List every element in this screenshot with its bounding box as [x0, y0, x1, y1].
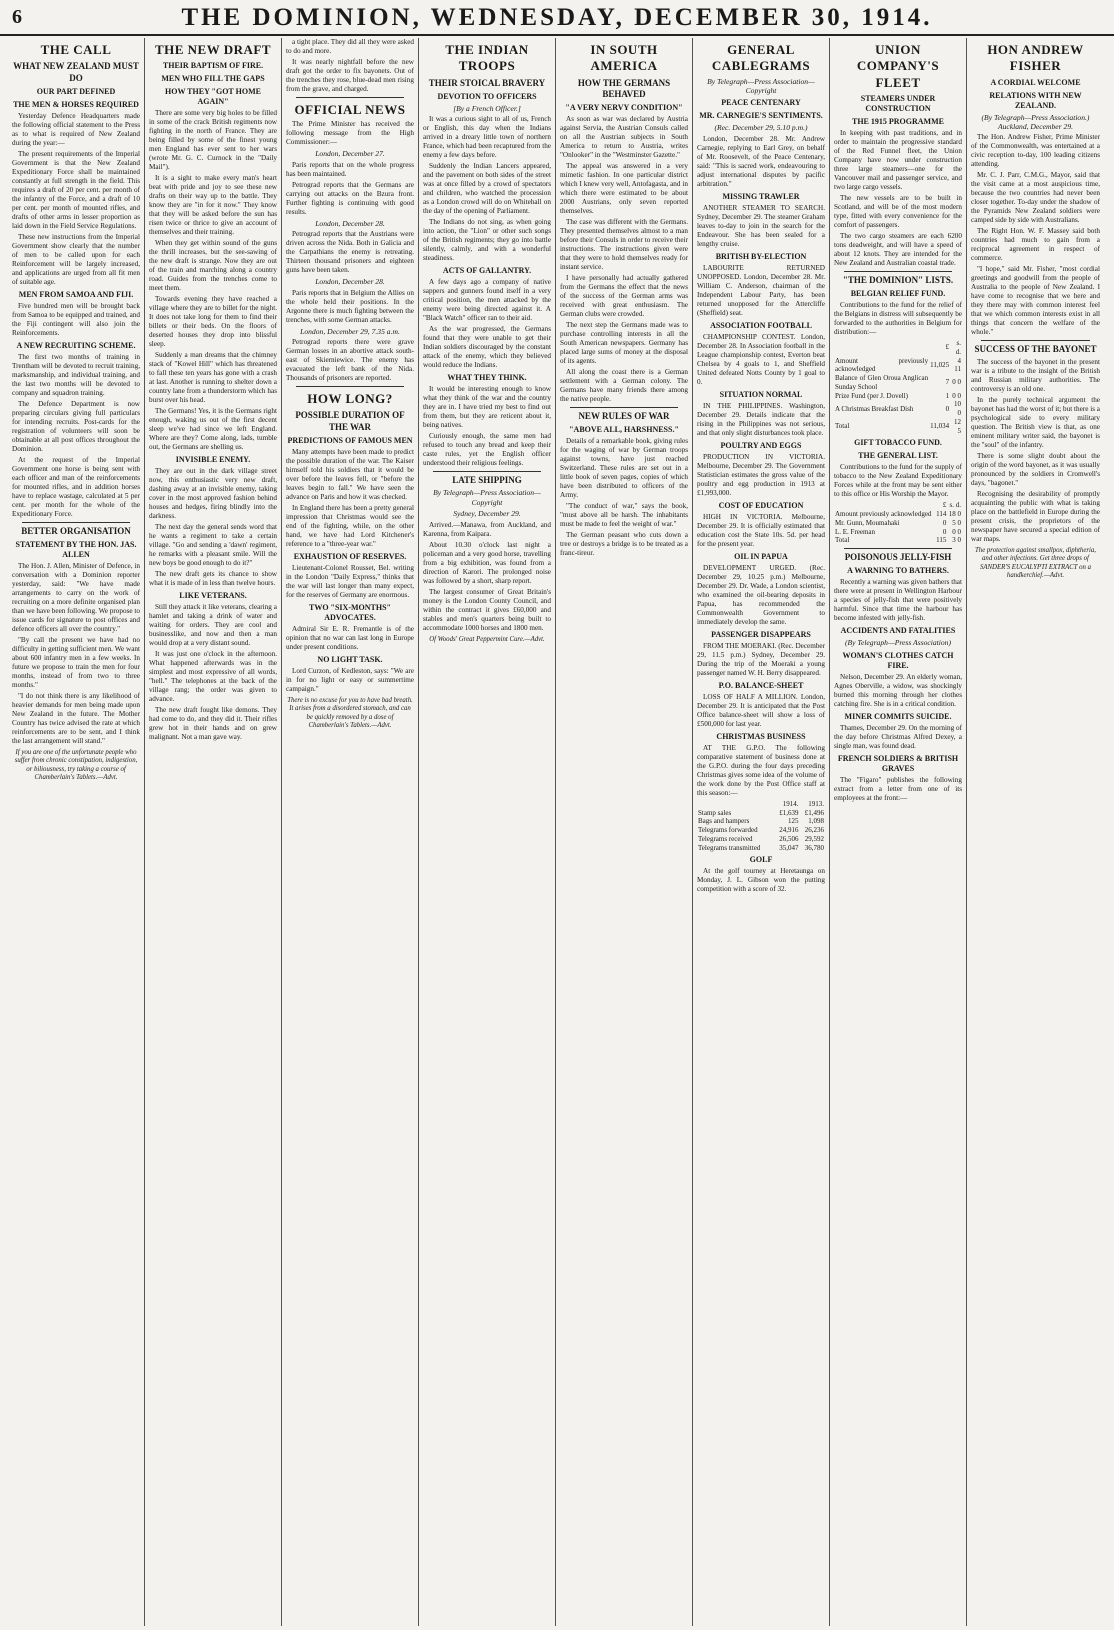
article-subheadline: NEW RULES OF WAR — [578, 411, 670, 421]
article-paragraph: The new draft fought like demons. They had come to do, and they did it. Their rifles grew hot in their hands and on grew malignant. Not a man gave way. — [149, 706, 277, 742]
article-section-heading: MEN WHO FILL THE GAPS — [161, 74, 265, 84]
table-row — [834, 528, 962, 537]
table-cell: 0 — [942, 527, 947, 536]
article-section-heading: TWO "SIX-MONTHS" ADVOCATES. — [308, 602, 391, 622]
article-paragraph: The "Figaro" publishes the following extract from a letter from one of its employees at the front:— — [834, 775, 962, 802]
article-section-heading: ACTS OF GALLANTRY. — [442, 266, 532, 276]
table-row — [834, 392, 962, 401]
article-subheadline: THEIR STOICAL BRAVERY — [428, 77, 546, 88]
article-paragraph: Five hundred men will be brought back from Samoa to be equipped and trained, and the Fiji contingent will also join the Reinforcements. — [12, 301, 140, 337]
article-section-heading: SITUATION NORMAL — [719, 389, 803, 399]
article-section-heading: MINER COMMITS SUICIDE. — [844, 711, 952, 721]
table-row — [697, 826, 825, 835]
table-cell: A Christmas Breakfast Dish — [835, 404, 914, 413]
article-paragraph: The first two months of training in Trentham will be devoted to recruit training, marksmanship, and individual training, and the last two months will be devoted to company and squadron training. — [12, 352, 140, 397]
article-subheadline: POISONOUS JELLY-FISH — [844, 552, 952, 562]
dateline: By Telegraph—Press Association—Copyright — [707, 76, 815, 95]
article-paragraph: The largest consumer of Great Britain's money is the London County Council, and within the contract it gives £60,000 and stables and men's quarters being built to accommodate 1000 horses and 1800 men. — [423, 587, 551, 632]
table-cell: Telegrams received — [698, 834, 753, 843]
advertisement-line: If you are one of the unfortunate people who suffer from chronic constipation, indigestion, or biliousness, try taking a course of Chamberlain's Tablets.—Advt. — [14, 749, 138, 782]
table-cell: 26,236 — [804, 826, 824, 835]
article-paragraph: Yesterday Defence Headquarters made the following official statement to the Press as to what is required of New Zealand during the year:— — [12, 111, 140, 147]
table-header-cell — [697, 800, 774, 809]
article-section-heading: MISSING TRAWLER — [722, 191, 800, 201]
table-cell: 11,025 — [930, 360, 950, 369]
article-paragraph: Towards evening they have reached a village where they are to billet for the night. It does not take long for them to find their billets or their beds. On the floors of deserted houses they drop into blissful sleep. — [149, 295, 277, 349]
article-paragraph: Curiously enough, the same men had refused to touch any bread and keep their caste rules, yet the English officer understood their religious feelings. — [423, 432, 551, 468]
article-paragraph: The Germans! Yes, it is the Germans right enough, waking us out of the first decent sleep we've had since we left England. Where are they? Come along, lads, tumble out, the Germans are shelling us. — [149, 407, 277, 452]
table-cell: 18 0 — [948, 510, 961, 518]
table-cell: Mr. Gunn, Moumahaki — [835, 518, 900, 527]
article-section-heading: THEIR BAPTISM OF FIRE. — [162, 61, 264, 71]
table-cell: 125 — [788, 817, 799, 826]
article-section-heading: WOMAN'S CLOTHES CATCH FIRE. — [842, 650, 954, 670]
article-paragraph: All along the coast there is a German settlement with a German colony. The Germans have many friends there among the native people. — [560, 368, 688, 403]
article-paragraph: The two cargo steamers are each 6200 tons deadweight, and will have a speed of about 12 knots. They are intended for the New Zealand and Australian coastal trade. — [834, 231, 962, 267]
advertisement-line: There is no excuse for you to have bad breath. It arises from a disordered stomach, and can be quickly removed by a dose of Chamberlain's Tablets.—Advt. — [287, 696, 413, 730]
article-section-heading: HOW THEY "GOT HOME AGAIN" — [165, 87, 261, 107]
article-section-heading: CHRISTMAS BUSINESS — [716, 731, 806, 741]
article-headline: OFFICIAL NEWS — [294, 102, 406, 117]
article-section-heading: EXHAUSTION OF RESERVES. — [293, 551, 407, 561]
table-header-cell: £ — [942, 501, 947, 510]
dateline: By Telegraph—Press Association—Copyright — [433, 488, 541, 507]
article-subheadline: WHAT NEW ZEALAND MUST DO — [13, 61, 139, 83]
article-headline: GENERAL CABLEGRAMS — [711, 42, 811, 74]
table-cell: 29,592 — [804, 834, 824, 843]
table-header-cell: 1914. — [782, 799, 799, 808]
article-paragraph: Nelson, December 29. An elderly woman, Agnes Oberville, a widow, was shockingly burned this morning through her clothes catching fire. She is in a critical condition. — [834, 672, 962, 708]
figures-table — [697, 800, 825, 853]
article-paragraph: The appeal was answered in a very mimetic fashion. In one particular district which I knew very well, Antofagasta, and in which there were estimated to be about 2000 Austrians, only seven reported themselves. — [560, 162, 688, 215]
dateline: Sydney, December 29. — [453, 509, 521, 519]
dateline: (By Telegraph—Press Association) — [844, 638, 952, 648]
page-number: 6 — [12, 6, 22, 28]
article-section-heading: PASSENGER DISAPPEARS — [711, 629, 811, 639]
dateline: (Rec. December 29, 5.10 p.m.) — [714, 123, 808, 133]
article-section-heading: GIFT TOBACCO FUND. — [854, 438, 942, 448]
article-headline: THE INDIAN TROOPS — [445, 42, 529, 74]
article-section-heading: LIKE VETERANS. — [179, 591, 247, 601]
table-cell: Total — [835, 536, 850, 545]
newspaper-column — [967, 38, 1104, 1626]
newspaper-column — [8, 38, 145, 1626]
newspaper-column — [419, 38, 556, 1626]
article-section-heading: THE GENERAL LIST. — [858, 451, 938, 461]
section-divider — [296, 97, 404, 98]
article-headline: THE CALL — [40, 42, 112, 57]
article-section-heading: GOLF — [749, 855, 773, 865]
article-paragraph: The new vessels are to be built in Scotland, and will be of the most modern type, fitted with every convenience for the comfort of passengers. — [834, 193, 962, 229]
table-cell: £1,639 — [779, 808, 799, 817]
table-row — [834, 400, 962, 418]
article-paragraph: About 10.30 o'clock last night a policeman and a very good horse, travelling from a big exhibition, was found from a direction of Karori. The prolonged noise was followed by a short, sharp report. — [423, 540, 551, 585]
article-paragraph: The Hon. Andrew Fisher, Prime Minister of the Commonwealth, was entertained at a civic reception to-day, 100 leading citizens attending. — [971, 133, 1100, 169]
table-row — [834, 510, 962, 519]
newspaper-column — [693, 38, 830, 1626]
figures-table — [834, 339, 962, 435]
table-cell: 0 0 — [952, 378, 961, 387]
article-paragraph: London, December 28. Mr. Andrew Carnegie, replying to Earl Grey, on behalf of Mr. Roosevelt, of the Peace Centenary, said: "This is sacred work, endeavouring to adjust international disputes by pacific arbitration." — [697, 134, 825, 188]
article-paragraph: AT THE G.P.O. The following comparative statement of business done at the G.P.O. during the four days preceding Christmas gives some idea of the volume of the work done by the Post Office staff at this season:— — [697, 743, 825, 797]
article-headline: IN SOUTH AMERICA — [590, 42, 658, 74]
table-row — [697, 817, 825, 826]
article-paragraph: Lord Curzon, of Kedleston, says: "We are in for no light or easy or summertime campaign." — [286, 666, 414, 693]
article-section-heading: ACCIDENTS AND FATALITIES — [840, 626, 956, 636]
table-header-cell — [834, 501, 935, 510]
dateline: (By Telegraph—Press Association.) Auckland, December 29. — [981, 112, 1090, 131]
article-paragraph: Still they attack it like veterans, clearing a hamlet and taking a drink of water and waiting for orders. They are cool and businesslike, and now and then a man would drop at a very distant sound. — [149, 603, 277, 648]
table-cell: 10 0 — [954, 400, 961, 417]
article-paragraph: Recognising the desirability of promptly acquainting the public with what is taking place on the battlefield in Europe during the present crisis, the proprietors of the newspaper have secured a special edition of war maps. — [971, 489, 1100, 543]
article-paragraph: "By call the present we have had no difficulty in getting sufficient men. We want about 600 infantry men in a few weeks. In future we propose to train the men for four months, instead of from two to three months." — [12, 636, 140, 689]
table-cell: 24,916 — [779, 826, 799, 835]
article-paragraph: The Prime Minister has received the following message from the High Commissioner:— — [286, 120, 414, 147]
article-paragraph: The Indians do not sing, as when going into action, the "Lion" or other such songs of the British regiments; they go into battle silently, calmly, and with a wonderful steadiness. — [423, 218, 551, 263]
article-section-heading: BRITISH BY-ELECTION — [715, 251, 807, 261]
article-paragraph: CHAMPIONSHIP CONTEST. London, December 28. In Association football in the League championship contest, Everton beat Chelsea by 4 goals to 1, and Sheffield United defeated Notts County by 1 goal to 0. — [697, 332, 825, 386]
article-paragraph: It would be interesting enough to know what they think of the war and the country they are in. I have tried my best to find out from them, but they are reticent about it, being natives. — [423, 385, 551, 430]
article-section-heading: A WARNING TO BATHERS. — [847, 566, 949, 576]
article-section-heading: RELATIONS WITH NEW ZEALAND. — [989, 90, 1082, 110]
section-divider — [844, 548, 952, 549]
article-paragraph: The Hon. J. Allen, Minister of Defence, in conversation with a Dominion reporter yesterday, said: "We have made arrangements to carry on the work of recruiting on a more definite organised plan than we have been following. We propose to issue cards for signature to post offices and defence officers all over the country." — [12, 562, 140, 633]
table-row — [834, 519, 962, 528]
newspaper-column — [556, 38, 693, 1626]
article-paragraph: There is some slight doubt about the origin of the word bayonet, as it was usually pronounced by the soldiers in Cromwell's days, "bagonet." — [971, 451, 1100, 487]
table-cell: Total — [835, 422, 850, 431]
article-section-heading: THE MEN & HORSES REQUIRED — [13, 99, 139, 109]
dateline: London, December 28. — [315, 277, 385, 287]
article-section-heading: A NEW RECRUITING SCHEME. — [16, 340, 136, 350]
table-cell: 1 — [945, 391, 950, 400]
article-paragraph: Contributions to the fund for the relief of the Belgians in distress will subsequently be forwarded to the authorities in Belgium for distribution:— — [834, 301, 962, 336]
article-paragraph: In England there has been a pretty general impression that Christmas would see the end of the fighting, while, on the other hand, we have had Lord Kitchener's reference to a "three-year war." — [286, 503, 414, 548]
article-paragraph: Mr. C. J. Parr, C.M.G., Mayor, said that the visit came at a most auspicious time, because the two countries had never been closer together. To-day under the shadow of the Pyramids New Zealand soldiers were camped side by side with Australians. — [971, 171, 1100, 225]
article-paragraph: HIGH IN VICTORIA. Melbourne, December 29. It is officially estimated that education cost the State 10s. 5d. per head for the present year. — [697, 512, 825, 548]
table-cell: Amount previously acknowledged — [835, 356, 929, 374]
article-paragraph: Petrograd reports that the Austrians were driven across the Nida. Both in Galicia and the Carpathians the enemy is retreating. Thirteen thousand prisoners and eighteen guns have been taken. — [286, 230, 414, 275]
article-section-heading: "ABOVE ALL, HARSHNESS." — [569, 425, 679, 435]
article-paragraph: Suddenly the Indian Lancers appeared, and the pavement on both sides of the street was at once filled by a crowd of spectators and children, who watched the procession as a London crowd will do on Whitehall on the day of the opening of Parliament. — [423, 162, 551, 216]
table-row — [697, 844, 825, 853]
dateline: London, December 29, 7.35 a.m. — [300, 326, 400, 336]
article-headline: HOW LONG? — [307, 391, 393, 407]
table-cell: Stamp sales — [698, 808, 732, 817]
table-cell: 115 — [936, 536, 947, 545]
article-paragraph: IN THE PHILIPPINES. Washington, December 29. Details indicate that the rising in the Philippines was not serious, and that only slight disturbances took place. — [697, 401, 825, 437]
article-paragraph: Paris reports that on the whole progress has been maintained. — [286, 160, 414, 178]
article-paragraph: Contributions to the fund for the supply of tobacco to the New Zealand Expeditionary Forces while at the front may be sent either to this office or His Worship the Mayor. — [834, 463, 962, 499]
article-headline: THE NEW DRAFT — [154, 42, 272, 57]
article-paragraph: In keeping with past traditions, and in order to maintain the progressive standard of the Red Funnel fleet, the Union Company have now under construction three large steamers—one for the Vancouver mail and passenger service, and two large cargo vessels. — [834, 128, 962, 191]
table-cell: 0 0 — [952, 527, 961, 536]
article-paragraph: "I hope," said Mr. Fisher, "most cordial greetings and goodwill from the people of Australia to the people of New Zealand. I have come to recognise that we here and they there may with common interest feel that we which common interests exist in all things that concern the welfare of the whole." — [971, 265, 1100, 337]
article-section-heading: OIL IN PAPUA — [734, 551, 788, 561]
article-section-heading: ASSOCIATION FOOTBALL — [710, 320, 812, 330]
dateline: London, December 27. — [315, 149, 385, 159]
section-divider — [22, 522, 130, 523]
article-paragraph: FROM THE MOERAKI. (Rec. December 29, 11.5 p.m.) Sydney, December 29. During the trip of the Moeraki a young passenger named W. H. Berry disappeared. — [697, 641, 825, 677]
article-section-heading: INVISIBLE ENEMY. — [175, 455, 251, 465]
article-section-heading: STEAMERS UNDER CONSTRUCTION — [860, 93, 936, 113]
article-section-heading: PREDICTIONS OF FAMOUS MEN — [287, 435, 413, 445]
table-cell: 114 — [936, 510, 947, 518]
article-paragraph: The present requirements of the Imperial Government is that the New Zealand Expeditionary Force shall be maintained constantly at full strength in the field. This requires a draft of 20 per cent. per month of the infantry of the Force, and a draft of 10 per cent. per month of mounted rifles, and drafts of other arms in lesser proportion as laid down in the Field Service Regulations. — [12, 149, 140, 230]
article-paragraph: At the golf tourney at Heretaunga on Monday, J. L. Gibson won the putting competition with a score of 32. — [697, 867, 825, 894]
article-section-heading: POULTRY AND EGGS — [720, 440, 802, 450]
article-paragraph: Many attempts have been made to predict the possible duration of the war. The Kaiser himself told his soldiers that it would be over before the leaves fell, or "before the leaves begin to fall." We have seen the advance on Paris and how it was checked. — [286, 447, 414, 501]
article-section-heading: STATEMENT BY THE HON. JAS. ALLEN — [15, 540, 137, 559]
article-headline: UNION COMPANY'S FLEET — [856, 42, 940, 90]
article-paragraph: As soon as war was declared by Austria against Servia, the Austrian Consuls called on all the Austrian subjects in South America to return to Austria, writes "Onlooker" in the "Westminster Gazette." — [560, 115, 688, 159]
newspaper-column — [282, 38, 419, 1626]
article-section-heading: P.O. BALANCE-SHEET — [718, 680, 804, 690]
table-cell: Prize Fund (per J. Dovell) — [835, 391, 908, 400]
article-paragraph: "The conduct of war," says the book, "must above all be harsh. The inhabitants must be made to feel the weight of war." — [560, 502, 688, 529]
article-paragraph: At the request of the Imperial Government one horse is being sent with each officer and man of the reinforcements for mounted rifles, and in addition horses have to replace wastage, calculated at 5 per cent. per month for the whole of the Expeditionary Force. — [12, 455, 140, 518]
article-paragraph: There are some very big holes to be filled in some of the crack British regiments now fighting in the north of France. They are being filled by some of the finest young men England has ever sent to her wars (wrote Mr. G. C. Curnock in the "Daily Mail"). — [149, 109, 277, 172]
table-cell: 36,780 — [804, 843, 824, 852]
article-section-heading: MEN FROM SAMOA AND FIJI. — [18, 289, 134, 299]
article-paragraph: The Right Hon. W. F. Massey said both countries had much to gain from a reciprocal agreement in respect of commerce. — [971, 227, 1100, 263]
table-cell: 11,034 — [930, 422, 950, 431]
article-section-heading: A CORDIAL WELCOME — [990, 77, 1081, 87]
article-section-heading: WHAT THEY THINK. — [447, 373, 527, 383]
article-paragraph: Arrived.—Manawa, from Auckland, and Karenna, from Kaipara. — [423, 520, 551, 538]
article-paragraph: The next day the general sends word that he wants a regiment to take a certain village. "Go and sending a 'dawn' regiment, he remarks with a pleasant smile. Will the new boys be good enough to do it?" — [149, 523, 277, 568]
table-cell: 4 11 — [954, 356, 961, 374]
article-paragraph: Paris reports that in Belgium the Allies on the whole held their positions. In the Argonne there is much fighting between the trenches, with some German attacks. — [286, 288, 414, 324]
table-row — [697, 809, 825, 818]
article-section-heading: BELGIAN RELIEF FUND. — [850, 289, 946, 298]
columns-container — [8, 38, 1108, 1626]
table-cell: 5 0 — [952, 518, 961, 527]
article-paragraph: Details of a remarkable book, giving rules for the waging of war by German troops against towns, have just reached Switzerland. These rules are set out in a little book of seven pages, copies of which have been distributed to officers of the Army. — [560, 437, 688, 500]
section-divider — [844, 271, 952, 272]
dateline: London, December 28. — [315, 218, 385, 228]
table-cell: Telegrams transmitted — [698, 843, 761, 852]
article-paragraph: It was a curious sight to all of us, French or English, this day when the Indians arrived in a dreary little town of northern France, which had been recaptured from the enemy a few days before. — [423, 115, 551, 160]
article-section-heading: MR. CARNEGIE'S SENTIMENTS. — [699, 111, 823, 121]
article-paragraph: Lieutenant-Colonel Rousset, Bel. writing in the London "Daily Express," thinks that the war will last longer than many expect, for the reserves of Germany are enormous. — [286, 563, 414, 599]
article-section-heading: NO LIGHT TASK. — [317, 654, 383, 664]
article-paragraph: PRODUCTION IN VICTORIA. Melbourne, December 29. The Government Statistician estimates the gross value of the poultry and egg production in 1913 at £1,993,000. — [697, 452, 825, 497]
table-cell: Balance of Glen Oroua Anglican Sunday School — [835, 374, 929, 391]
article-subheadline: HOW THE GERMANS BEHAVED — [577, 77, 671, 99]
article-paragraph: The Defence Department is now preparing circulars giving full particulars for intending recruits. Post-cards for the registration of volunteers will soon be obtainable at all post offices throughout the Dominion. — [12, 399, 140, 453]
article-paragraph: DEVELOPMENT URGED. (Rec. December 29, 10.25 p.m.) Melbourne, December 29. Dr. Wade, a London scientist, who examined the oil-bearing deposits in Papua, has recommended the Commonwealth Government to immediately develop the same. — [697, 563, 825, 626]
article-section-heading: "A VERY NERVY CONDITION" — [565, 103, 683, 112]
article-subheadline: POSSIBLE DURATION OF THE WAR — [295, 410, 405, 432]
article-paragraph: In the purely technical argument the bayonet has had the worst of it; but there is a psychological side to every military question. The British view is that, as one eminent military writer said, the bayonet is the "soul" of the infantry. — [971, 395, 1100, 449]
newspaper-column — [830, 38, 967, 1626]
article-paragraph: They are out in the dark village street now, this enthusiastic very new draft, dashing away at an invisible enemy, taking cover in the most approved fashion behind houses and hedges, firing blindly into the darkness. — [149, 467, 277, 521]
table-cell: 0 0 — [952, 391, 961, 400]
article-section-heading: DEVOTION TO OFFICERS — [437, 91, 537, 101]
article-paragraph: Petrograd reports there were grave German losses in an abortive attack south-east of Skierniewice. The enemy has evacuated the left bank of the Nida. Thousands of prisoners are reported. — [286, 338, 414, 383]
table-header-cell — [834, 339, 929, 357]
table-cell: Bags and hampers — [698, 817, 750, 826]
article-subheadline: LATE SHIPPING — [452, 475, 522, 486]
table-cell: 12 5 — [954, 417, 961, 435]
article-paragraph: Recently a warning was given bathers that there were at present in Wellington Harbour a species of jelly-fish that were positively harmful. Since that time the harbour has become infested with jelly-fish. — [834, 578, 962, 623]
article-paragraph: When they get within sound of the guns the thrill increases, but the see-sawing of the new draft is strange. Now they are out of the train and marching along a country road. Guides from the trenches come to meet them. — [149, 239, 277, 293]
article-paragraph: Admiral Sir E. R. Fremantle is of the opinion that no war can last long in Europe under present conditions. — [286, 624, 414, 651]
table-row — [834, 418, 962, 436]
article-paragraph: As the war progressed, the Germans found that they were unable to get their Indian soldiers discouraged by the constant attack of the enemy, which they believed would reduce the Indians. — [423, 325, 551, 370]
figures-table — [834, 501, 962, 545]
article-paragraph: "I do not think there is any likelihood of heavier demands for men being made upon New Zealand in the future. The Mother Country has twice advised the rate at which reinforcements are to be sent, and I think the last arrangement will stand." — [12, 692, 140, 745]
dateline: [By a French Officer.] — [453, 103, 521, 113]
section-divider — [433, 471, 541, 472]
article-paragraph: Petrograd reports that the Germans are carrying out attacks on the Bzura front. Further fighting is continuing with good results. — [286, 180, 414, 216]
article-section-heading: COST OF EDUCATION — [718, 500, 804, 510]
section-divider — [570, 407, 678, 408]
table-row — [697, 835, 825, 844]
article-paragraph: It was just one o'clock in the afternoon. What happened afterwards was in the simplest and most expressive of all words, "hell." The telephones at the back of the village rang; the order was given to advance. — [149, 650, 277, 704]
table-row — [834, 374, 962, 392]
section-divider — [981, 340, 1090, 341]
advertisement-line: Of Woods' Great Peppermint Cure.—Advt. — [429, 635, 545, 643]
table-cell: 0 — [945, 404, 950, 413]
table-cell: Amount previously acknowledged — [835, 510, 932, 518]
table-cell: 26,506 — [779, 834, 799, 843]
table-cell: Telegrams forwarded — [698, 826, 758, 835]
table-header-cell: s. d. — [955, 339, 961, 356]
table-cell: £1,496 — [804, 808, 824, 817]
table-cell: 7 — [945, 378, 950, 387]
article-paragraph: The case was different with the Germans. They presented themselves almost to a man before their Consuls in order to receive their instructions. The instructions given were that they were to hold themselves ready for instant service. — [560, 218, 688, 271]
article-section-heading: OUR PART DEFINED — [36, 86, 116, 96]
article-paragraph: The next step the Germans made was to purchase controlling interests in all the South American newspapers. Germany has placed large sums of money at the disposal of its agents. — [560, 321, 688, 365]
article-paragraph: The German peasant who cuts down a tree or destroys a bridge is to be treated as a franc-tireur. — [560, 531, 688, 558]
table-cell: 1,098 — [808, 817, 824, 826]
article-paragraph: The success of the bayonet in the present war is a tribute to the insight of the British and Russian military authorities. The controversy is an old one. — [971, 357, 1100, 393]
table-row — [834, 357, 962, 375]
article-paragraph: A few days ago a company of native sappers and gunners found itself in a very critical position, the men attacked by the enemy were being directed against it. A "Black Watch" officer ran to their aid. — [423, 278, 551, 323]
article-paragraph: It is a sight to make every man's heart beat with pride and joy to see these new drafts on their way up to the battle. They know they are "in for it now." They know that they will be asked before the sun has risen twice or thrice to give an account of themselves and their training. — [149, 174, 277, 237]
article-section-heading: PEACE CENTENARY — [721, 98, 801, 108]
article-headline: HON ANDREW FISHER — [987, 42, 1084, 74]
article-paragraph: The new draft gets its chance to show what it is made of in less than twelve hours. — [149, 570, 277, 588]
table-row — [834, 536, 962, 545]
article-paragraph: LOSS OF HALF A MILLION. London, December 29. It is anticipated that the Post Office balance-sheet will show a loss of £500,000 for last year. — [697, 692, 825, 728]
article-paragraph: Suddenly a man dreams that the chimney stack of "Kowel Hill" which has threatened to fall these ten years has gone with a crash at last. Another is running to shelter down a country lane from a thunderstorm which has burst over his head. — [149, 351, 277, 405]
table-header-cell: s. d. — [949, 501, 961, 510]
table-header-cell: £ — [945, 343, 950, 352]
table-cell: 3 0 — [952, 536, 961, 545]
newspaper-column — [145, 38, 282, 1626]
article-subheadline: "THE DOMINION" LISTS. — [842, 274, 954, 285]
article-section-heading: THE 1915 PROGRAMME — [852, 116, 944, 126]
article-subheadline: BETTER ORGANISATION — [21, 525, 131, 536]
article-paragraph: I have personally had actually gathered from the Germans the effect that the news of the success of the German arms was received with great enthusiasm. The German clubs were crowded. — [560, 274, 688, 318]
section-divider — [296, 386, 404, 387]
table-cell: L. E. Freeman — [835, 527, 876, 536]
advertisement-line: The protection against smallpox, diphtheria, and other infections. Get three drops of SANDER'S EUCALYPTI EXTRACT on a handkerchief.—Advt. — [975, 546, 1096, 580]
article-paragraph: Thames, December 29. On the morning of the day before Christmas Alfred Dexey, a single man, was found dead. — [834, 723, 962, 750]
article-paragraph: a tight place. They did all they were asked to do and more. — [286, 38, 414, 55]
table-header-cell: 1913. — [808, 799, 824, 808]
article-paragraph: LABOURITE RETURNED UNOPPOSED. London, December 28. Mr. William C. Anderson, chairman of the Independent Labour Party, has been returned unopposed for the Attercliffe (Sheffield) seat. — [697, 263, 825, 317]
article-paragraph: These new instructions from the Imperial Government show clearly that the number of men to be called upon for each Reinforcement will be largely increased, and applications are urged from all fit men of suitable age. — [12, 232, 140, 286]
table-cell: 0 — [942, 518, 947, 527]
article-section-heading: FRENCH SOLDIERS & BRITISH GRAVES — [837, 753, 959, 773]
article-subheadline: SUCCESS OF THE BAYONET — [974, 344, 1097, 355]
article-paragraph: It was nearly nightfall before the new draft got the order to fix bayonets. Out of the trenches they rose, blue-dead men rising from the grave, and charged. — [286, 58, 414, 93]
newspaper-title: THE DOMINION, WEDNESDAY, DECEMBER 30, 1914. — [181, 4, 933, 31]
masthead — [0, 0, 1114, 36]
article-paragraph: ANOTHER STEAMER TO SEARCH. Sydney, December 29. The steamer Graham leaves to-day to join in the search for the Endeavour. She has been sealed for a lengthy cruise. — [697, 203, 825, 248]
table-cell: 35,047 — [779, 843, 799, 852]
